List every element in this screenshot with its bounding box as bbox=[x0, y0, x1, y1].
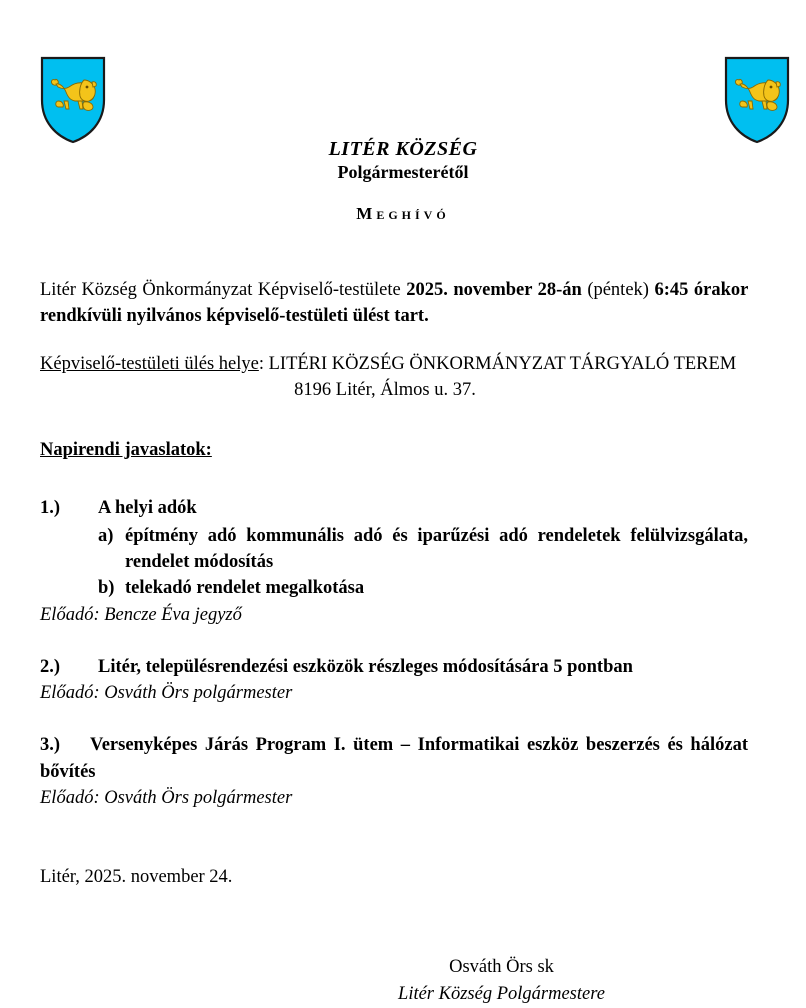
organization-name: LITÉR KÖZSÉG bbox=[328, 138, 478, 160]
agenda-subitem-text: telekadó rendelet megalkotása bbox=[125, 578, 365, 599]
agenda-item bbox=[40, 495, 748, 628]
document-header bbox=[0, 138, 806, 224]
agenda-item-presenter: Előadó: Bencze Éva jegyző bbox=[40, 604, 242, 625]
meeting-date: 2025. november 28-án bbox=[406, 279, 582, 300]
intro-text-part1: Litér Község Önkormányzat Képviselő-testülete bbox=[40, 279, 407, 300]
agenda-subitem bbox=[98, 575, 748, 601]
invitation-paragraph bbox=[40, 277, 748, 330]
agenda-item-title: A helyi adók bbox=[98, 497, 197, 518]
coat-of-arms-right bbox=[724, 56, 790, 144]
place-and-date: Litér, 2025. november 24. bbox=[40, 867, 233, 888]
signature-block bbox=[40, 954, 748, 1008]
agenda-item-head bbox=[40, 654, 748, 680]
venue-block bbox=[40, 351, 748, 404]
agenda-subitem-list bbox=[40, 523, 748, 602]
document-type-title: Meghívó bbox=[356, 203, 450, 223]
agenda-item-head bbox=[40, 732, 748, 785]
venue-address: 8196 Litér, Álmos u. 37. bbox=[294, 380, 476, 401]
coat-of-arms-left bbox=[40, 56, 106, 144]
office-name: Polgármesterétől bbox=[337, 162, 469, 182]
venue-line bbox=[40, 351, 748, 377]
document-body bbox=[40, 258, 748, 1008]
agenda-list bbox=[40, 495, 748, 812]
agenda-item bbox=[40, 654, 748, 707]
agenda-item-title: Litér, településrendezési eszközök részleges módosítására 5 pontban bbox=[98, 656, 633, 677]
agenda-item-head bbox=[40, 495, 748, 521]
intro-text-part2: (péntek) bbox=[581, 279, 655, 300]
meeting-type-text: rendkívüli nyilvános képviselő-testületi ülést tart. bbox=[40, 305, 429, 326]
agenda-subitem-marker: a) bbox=[98, 525, 114, 546]
venue-colon: : bbox=[258, 354, 264, 375]
agenda-item-number: 3.) bbox=[40, 735, 61, 756]
agenda-item-presenter: Előadó: Osváth Örs polgármester bbox=[40, 787, 293, 808]
agenda-subitem bbox=[98, 523, 748, 576]
signatory-name: Osváth Örs sk bbox=[449, 957, 554, 978]
agenda-item-presenter: Előadó: Osváth Örs polgármester bbox=[40, 683, 293, 704]
venue-label: Képviselő-testületi ülés helye bbox=[40, 354, 259, 375]
venue-place: LITÉRI KÖZSÉG ÖNKORMÁNYZAT TÁRGYALÓ TEREM bbox=[268, 354, 737, 375]
signatory-title: Litér Község Polgármestere bbox=[398, 984, 605, 1005]
agenda-subitem-text: építmény adó kommunális adó és iparűzési adó rendeletek felülvizsgálata, rendelet módosítás bbox=[125, 525, 748, 573]
agenda-subitem-marker: b) bbox=[98, 578, 115, 599]
agenda-item bbox=[40, 732, 748, 811]
agenda-heading: Napirendi javaslatok: bbox=[40, 439, 212, 460]
meeting-time: 6:45 órakor bbox=[654, 279, 748, 300]
agenda-item-number: 1.) bbox=[40, 497, 61, 518]
agenda-item-number: 2.) bbox=[40, 656, 61, 677]
agenda-item-title: Versenyképes Járás Program I. ütem – Informatikai eszköz beszerzés és hálózat bővítés bbox=[40, 735, 748, 782]
